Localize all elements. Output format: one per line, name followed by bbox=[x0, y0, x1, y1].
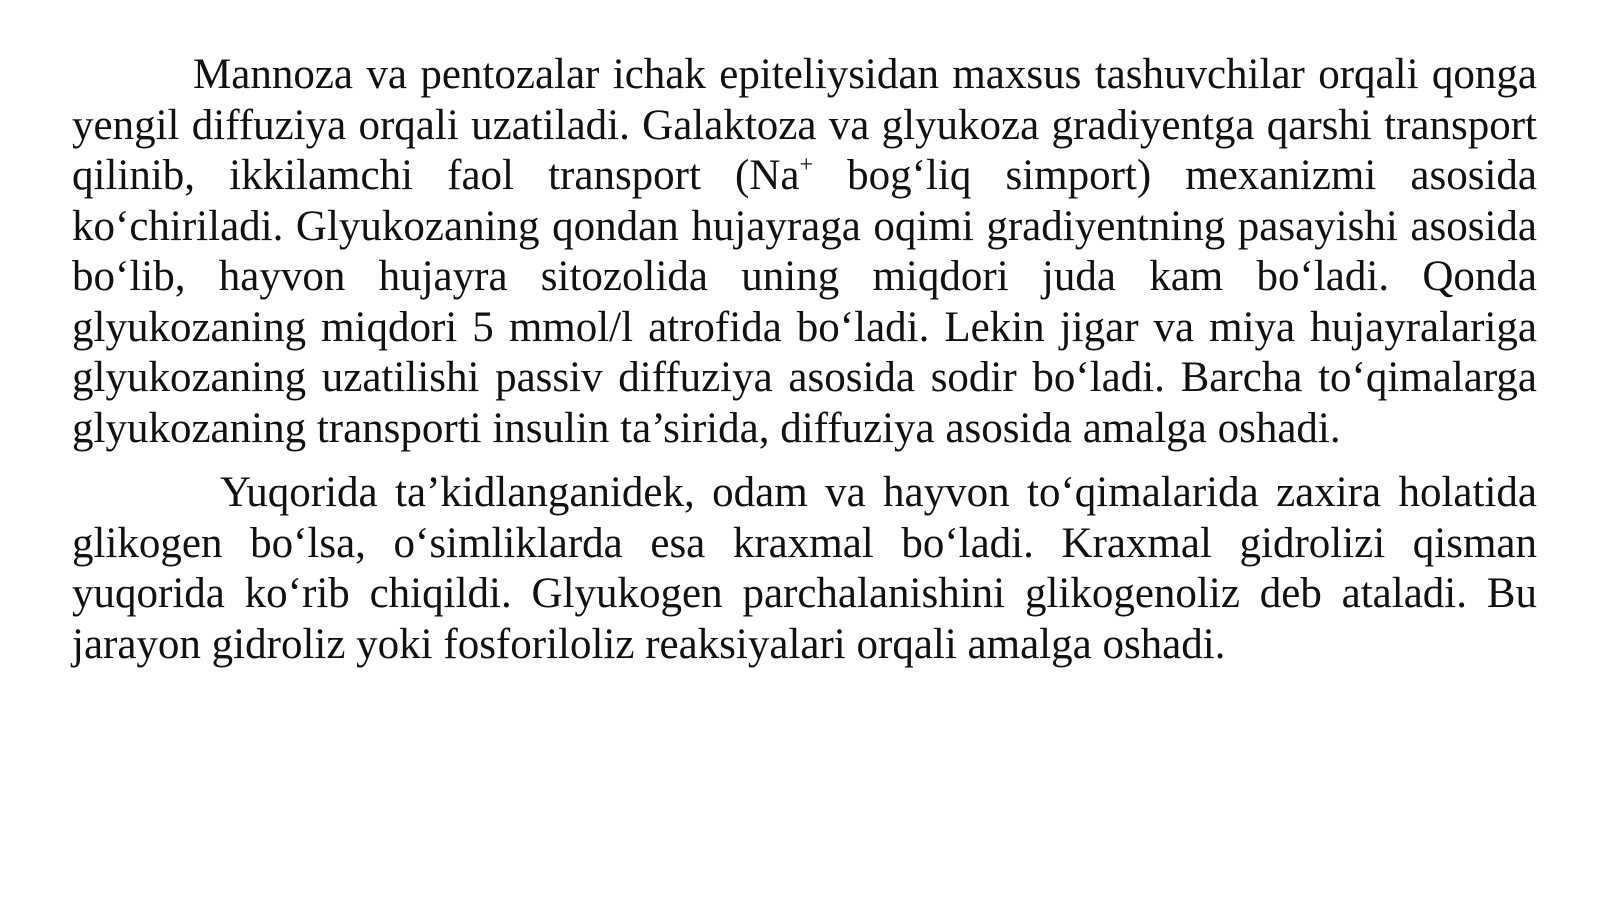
paragraph-1-text-end: bog‘liq simport) mexanizmi asosida ko‘chiriladi. Glyukozaning qondan hujayraga oqimi gradiyentning pasayishi asosida bo‘lib, hayvon hujayra sitozolida uning miqdori juda kam bo‘ladi. Qonda glyukozaning miqdori 5 mmol/l atrofida bo‘ladi. Lekin jigar va miya hujayralariga glyukozaning uzatilishi passiv diffuziya asosida sodir bo‘ladi. Barcha to‘qimalarga glyukozaning transporti insulin ta’sirida, diffuziya asosida amalga oshadi. bbox=[72, 152, 1537, 452]
paragraph-2 bbox=[72, 468, 1537, 670]
paragraph-2-text: Yuqorida ta’kidlanganidek, odam va hayvon to‘qimalarida zaxira holatida glikogen bo‘lsa, o‘simliklarda esa kraxmal bo‘ladi. Kraxmal gidrolizi qisman yuqorida ko‘rib chiqildi. Glyukogen parchalanishini glikogenoliz deb ataladi. Bu jarayon gidroliz yoki fosforiloliz reaksiyalari orqali amalga oshadi. bbox=[72, 469, 1537, 668]
paragraph-1 bbox=[72, 50, 1537, 454]
document-page bbox=[72, 50, 1537, 670]
paragraph-1-text-start: Mannoza va pentozalar ichak epiteliysidan maxsus tashuvchilar orqali qonga yengil diffuziya orqali uzatiladi. Galaktoza va glyukoza gradiyentga qarshi transport qilinib, ikkilamchi faol transport (Na bbox=[72, 51, 1537, 199]
sodium-charge-superscript: + bbox=[799, 152, 814, 178]
